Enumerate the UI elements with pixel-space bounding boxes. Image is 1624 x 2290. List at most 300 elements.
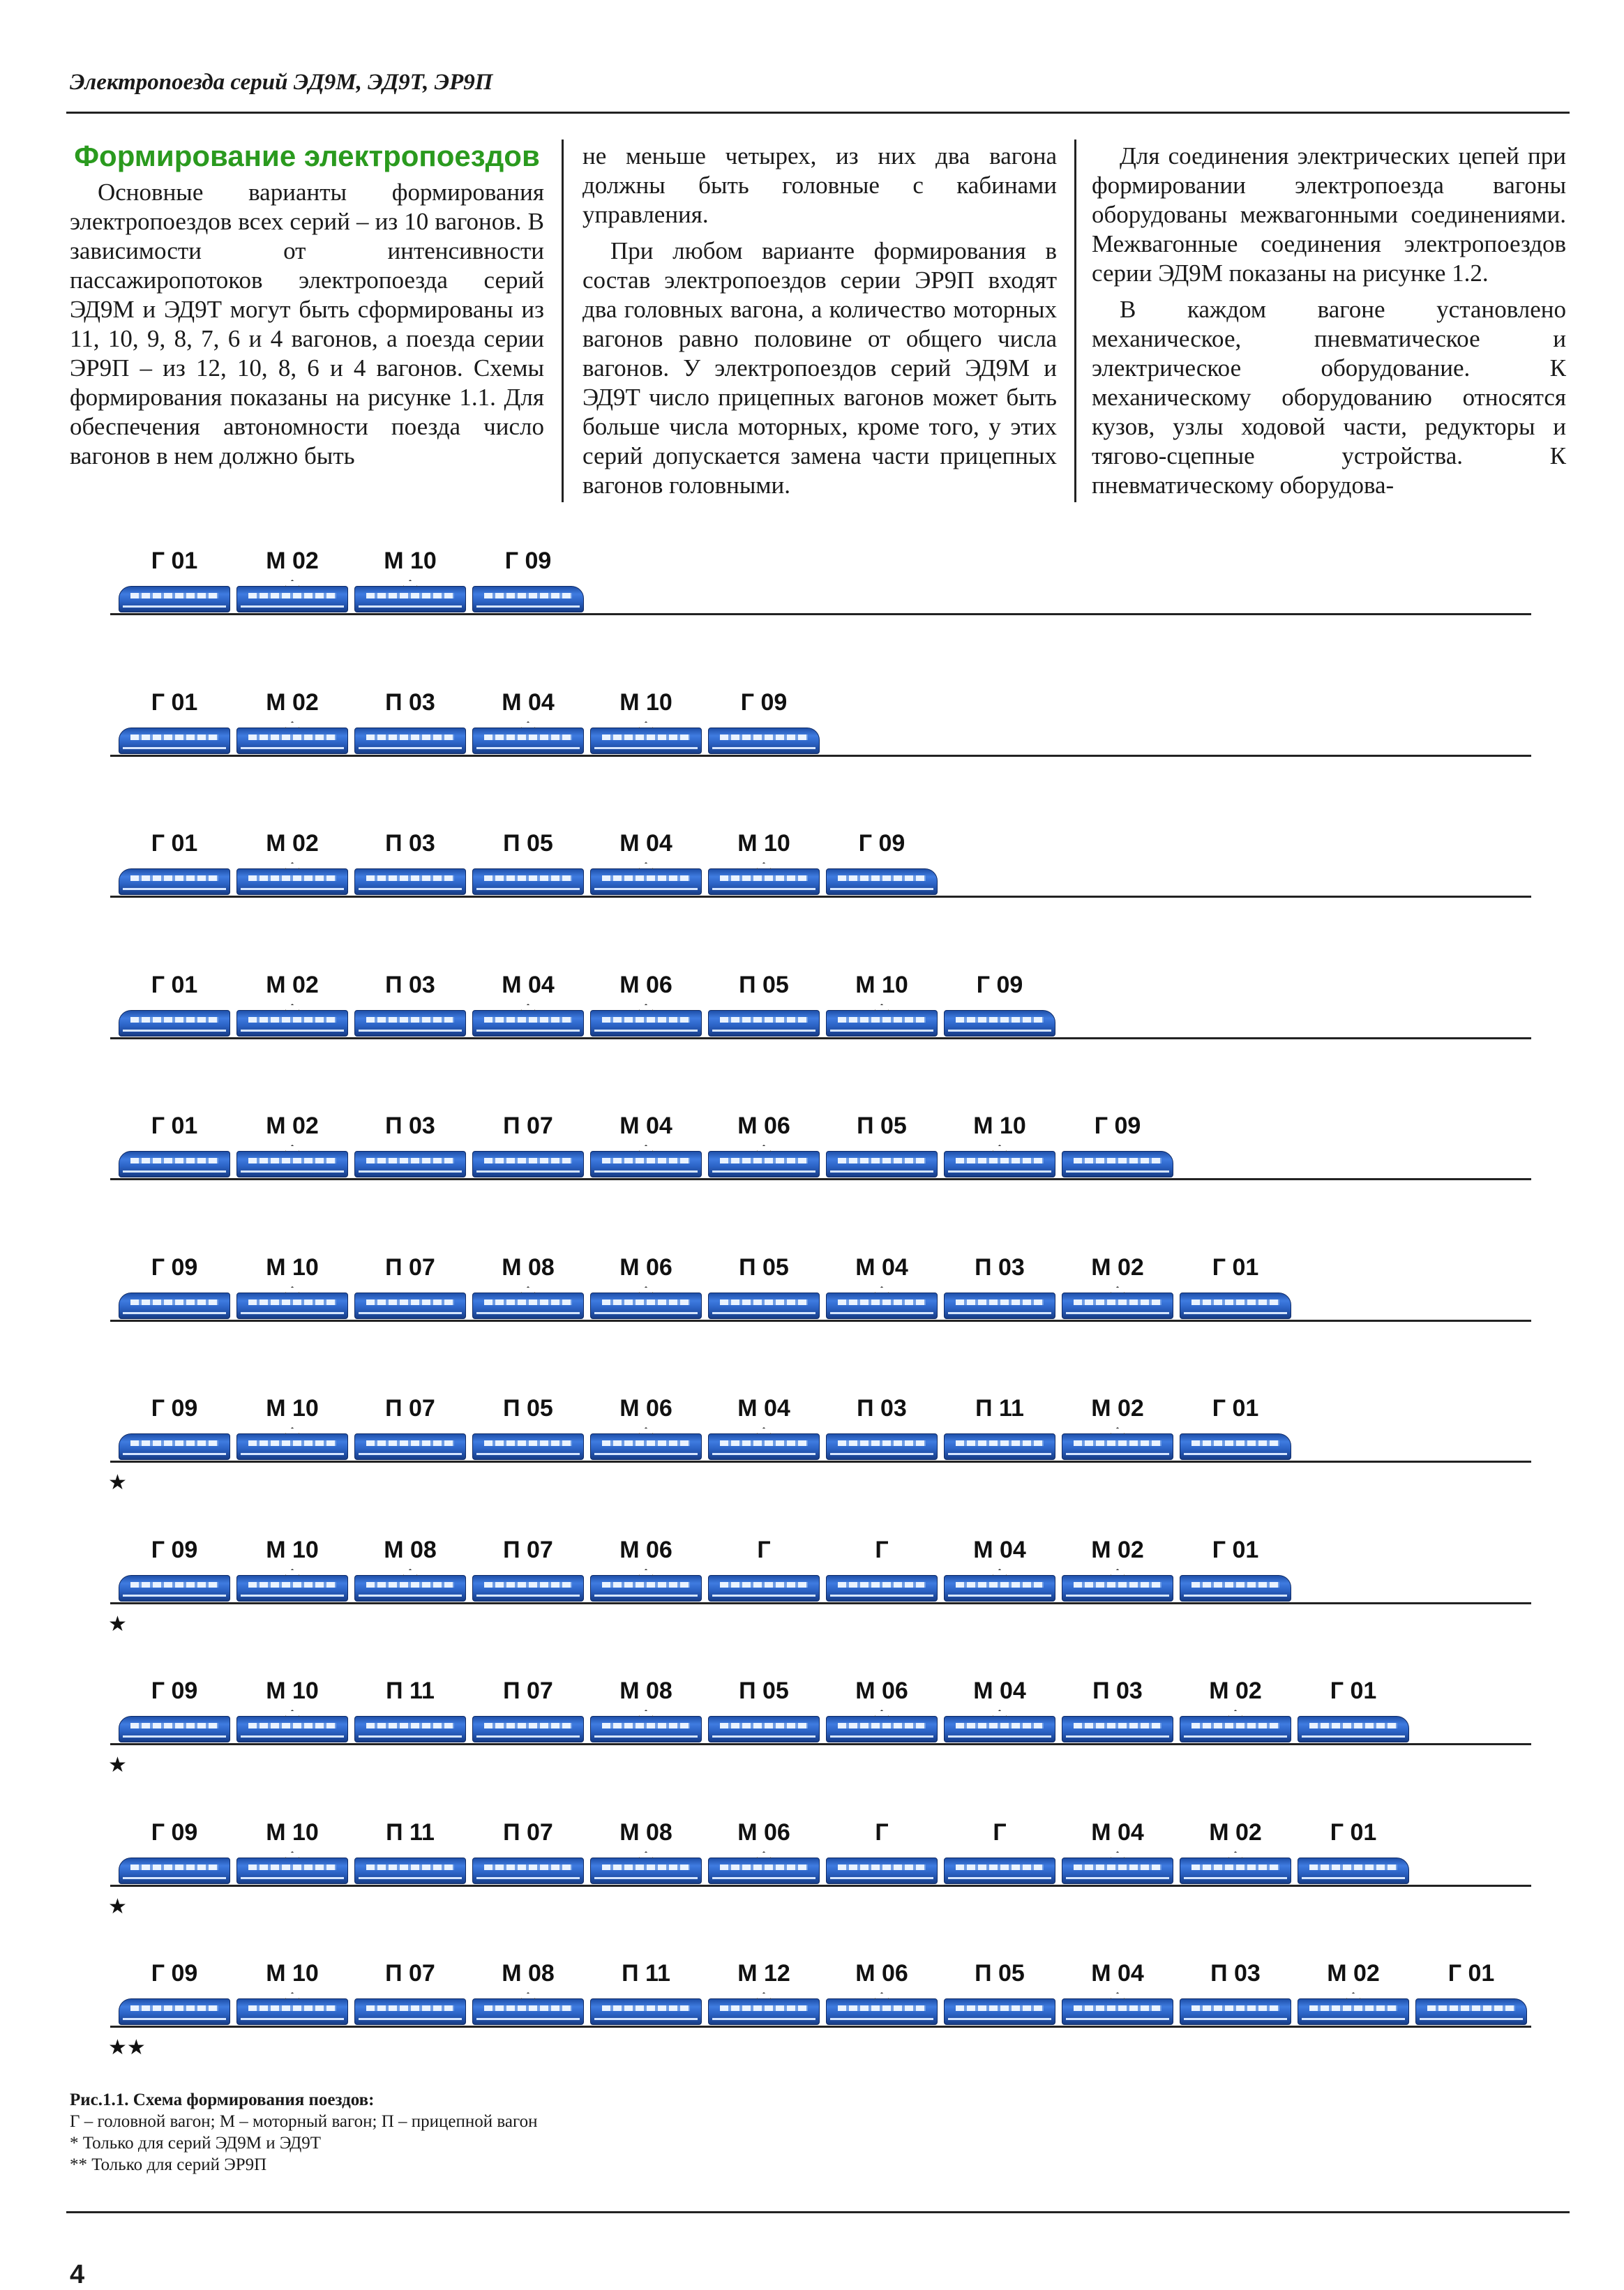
formation-row [0,830,1624,971]
electric-train-car-icon [1062,1858,1173,1884]
car-label: Г [757,1537,771,1563]
pantograph-icon [285,1851,300,1858]
car-label: М 06 [619,1537,672,1563]
car-windows [956,1865,1044,1870]
car-windows [484,875,572,881]
car-label: М 06 [855,1960,908,1987]
electric-train-car-icon [944,1716,1055,1742]
car-stripe [241,1030,345,1032]
car-label: Г [993,1819,1007,1846]
caption-legend: Г – головной вагон; М – моторный вагон; П – прицепной вагон [70,2112,538,2131]
car-windows [720,1723,808,1728]
formation-row [0,689,1624,830]
rail-line [110,613,1531,615]
running-header: Электропоезда серий ЭД9М, ЭД9Т, ЭР9П [70,70,493,95]
car-label: М 06 [619,1254,672,1281]
car-windows [248,2005,336,2011]
electric-train-car-icon [354,1010,466,1037]
car-label: М 10 [266,1960,319,1987]
electric-train-car-icon [708,1575,820,1602]
car-label: М 02 [1327,1960,1380,1987]
pantograph-icon [756,1145,772,1152]
car-label: М 02 [266,548,319,574]
car-label: М 02 [1209,1819,1262,1846]
electric-train-car-icon [826,1433,938,1460]
electric-train-car-icon [354,1575,466,1602]
car-windows [130,1158,218,1163]
car-label: П 05 [503,1395,553,1422]
car-label: М 08 [619,1678,672,1704]
car-stripe [948,1595,1052,1597]
car-windows [602,875,690,881]
pantograph-icon [638,1710,654,1717]
car-stripe [948,1453,1052,1455]
pantograph-icon [285,721,300,728]
electric-train-car-icon [590,1998,702,2025]
electric-train-car-icon [1415,1998,1527,2025]
formation-row [0,1537,1624,1678]
electric-train-car-icon [472,1010,584,1037]
electric-train-car-icon [944,1293,1055,1319]
car-label: М 06 [737,1819,790,1846]
pantograph-icon [638,862,654,869]
pantograph-icon [1110,1851,1125,1858]
formation-row [0,1395,1624,1536]
electric-train-car-icon [119,868,230,895]
electric-train-car-icon [354,1293,466,1319]
electric-train-car-icon [708,1858,820,1884]
car-windows [248,1017,336,1023]
pantograph-icon [638,1004,654,1011]
car-stripe [476,1595,580,1597]
car-stripe [712,2018,816,2020]
car-stripe [1184,1877,1288,1879]
car-label: Г 01 [151,972,198,998]
car-stripe [1066,2018,1170,2020]
car-label: М 02 [266,689,319,716]
car-windows [956,1017,1044,1023]
car-windows [720,2005,808,2011]
pantograph-icon [1110,1427,1125,1434]
rail-line [110,1037,1531,1039]
car-label: М 08 [502,1254,555,1281]
electric-train-car-icon [1062,1433,1173,1460]
car-windows [838,1017,926,1023]
car-windows [720,875,808,881]
car-windows [1191,1582,1279,1588]
car-windows [838,2005,926,2011]
car-windows [838,1582,926,1588]
car-windows [838,875,926,881]
car-label: Г 01 [151,1113,198,1139]
formation-row [0,1678,1624,1818]
car-windows [720,1300,808,1305]
car-stripe [830,1312,934,1314]
car-windows [366,1723,454,1728]
car-stripe [476,888,580,890]
car-windows [130,1723,218,1728]
pantograph-icon [638,1851,654,1858]
car-stripe [241,1312,345,1314]
car-stripe [712,1030,816,1032]
electric-train-car-icon [708,1010,820,1037]
pantograph-icon [520,1286,536,1293]
electric-train-car-icon [1062,1998,1173,2025]
car-stripe [241,1877,345,1879]
car-windows [720,1158,808,1163]
car-windows [720,1865,808,1870]
electric-train-car-icon [472,868,584,895]
car-label: Г [875,1537,889,1563]
car-label: М 02 [1091,1537,1144,1563]
car-stripe [123,1877,227,1879]
car-stripe [594,1877,698,1879]
pantograph-icon [638,1569,654,1576]
car-stripe [476,1030,580,1032]
car-label: М 08 [619,1819,672,1846]
electric-train-car-icon [1180,1293,1291,1319]
car-label: П 03 [385,972,435,998]
pantograph-icon [1110,1286,1125,1293]
pantograph-icon [638,721,654,728]
electric-train-car-icon [119,1151,230,1177]
car-windows [248,1300,336,1305]
car-stripe [241,605,345,608]
electric-train-car-icon [1298,1998,1409,2025]
text-column-2 [582,142,1057,500]
electric-train-car-icon [1298,1858,1409,1884]
pantograph-icon [285,580,300,587]
pantograph-icon [638,1145,654,1152]
pantograph-icon [285,1145,300,1152]
electric-train-car-icon [236,1293,348,1319]
car-stripe [359,2018,463,2020]
car-windows [602,1017,690,1023]
page-number: 4 [70,2260,85,2289]
car-label: Г [875,1819,889,1846]
electric-train-car-icon [236,1433,348,1460]
car-windows [366,593,454,598]
electric-train-car-icon [590,1858,702,1884]
car-stripe [1184,2018,1288,2020]
car-label: П 07 [503,1819,553,1846]
car-label: П 03 [975,1254,1025,1281]
car-label: М 10 [737,830,790,857]
car-windows [1309,1723,1397,1728]
series-mark: ★ [108,1894,127,1919]
car-stripe [1302,2018,1406,2020]
car-label: М 12 [737,1960,790,1987]
electric-train-car-icon [826,1716,938,1742]
electric-train-car-icon [472,1575,584,1602]
car-label: Г 01 [151,689,198,716]
car-label: Г 01 [1330,1678,1377,1704]
electric-train-car-icon [354,728,466,754]
car-windows [838,1440,926,1446]
car-label: П 03 [385,689,435,716]
car-label: М 04 [619,1113,672,1139]
car-stripe [1184,1735,1288,1738]
electric-train-car-icon [354,1998,466,2025]
car-label: М 04 [502,972,555,998]
electric-train-car-icon [826,1293,938,1319]
car-stripe [1066,1170,1170,1173]
car-label: Г 09 [976,972,1023,998]
electric-train-car-icon [590,1293,702,1319]
car-stripe [476,1170,580,1173]
electric-train-car-icon [1062,1575,1173,1602]
car-windows [248,1440,336,1446]
car-stripe [948,1735,1052,1738]
car-windows [484,1582,572,1588]
electric-train-car-icon [472,1293,584,1319]
car-label: П 11 [622,1960,670,1987]
car-label: М 06 [619,972,672,998]
electric-train-car-icon [944,1858,1055,1884]
car-stripe [1302,1877,1406,1879]
electric-train-car-icon [354,1858,466,1884]
header-rule [66,112,1570,114]
series-mark: ★ [108,1470,127,1495]
car-windows [484,2005,572,2011]
car-label: Г 09 [858,830,905,857]
car-stripe [123,1030,227,1032]
car-windows [956,2005,1044,2011]
car-stripe [712,1312,816,1314]
car-stripe [1066,1735,1170,1738]
electric-train-car-icon [472,1716,584,1742]
figure-caption [70,2089,537,2176]
car-windows [366,875,454,881]
car-stripe [241,1453,345,1455]
car-stripe [123,1595,227,1597]
pantograph-icon [992,1710,1007,1717]
rail-line [110,1743,1531,1745]
car-windows [248,1723,336,1728]
electric-train-car-icon [236,586,348,612]
electric-train-car-icon [354,586,466,612]
car-label: П 03 [857,1395,907,1422]
pantograph-icon [638,1286,654,1293]
car-label: М 08 [384,1537,437,1563]
car-windows [130,2005,218,2011]
electric-train-car-icon [119,1433,230,1460]
car-windows [602,1440,690,1446]
car-stripe [241,747,345,749]
car-windows [130,1440,218,1446]
pantograph-icon [1228,1710,1243,1717]
car-label: П 03 [1092,1678,1143,1704]
electric-train-car-icon [590,1010,702,1037]
car-windows [1191,1300,1279,1305]
electric-train-car-icon [590,868,702,895]
car-label: П 07 [503,1537,553,1563]
electric-train-car-icon [354,1716,466,1742]
car-stripe [712,747,816,749]
car-stripe [123,888,227,890]
car-stripe [830,888,934,890]
rail-line [110,2026,1531,2028]
car-label: П 07 [385,1395,435,1422]
car-windows [956,1158,1044,1163]
car-windows [720,1582,808,1588]
electric-train-car-icon [1298,1716,1409,1742]
car-windows [484,593,572,598]
electric-train-car-icon [236,1010,348,1037]
car-label: М 06 [737,1113,790,1139]
pantograph-icon [403,580,418,587]
electric-train-car-icon [708,868,820,895]
pantograph-icon [285,1427,300,1434]
pantograph-icon [285,1992,300,1999]
car-label: М 02 [266,1113,319,1139]
car-label: Г 01 [1212,1254,1259,1281]
text-column-1 [70,142,544,471]
car-label: Г 09 [151,1819,198,1846]
car-windows [248,1582,336,1588]
car-windows [484,1158,572,1163]
car-stripe [712,888,816,890]
electric-train-car-icon [590,1151,702,1177]
electric-train-car-icon [1180,1998,1291,2025]
electric-train-car-icon [826,1010,938,1037]
car-windows [956,1300,1044,1305]
pantograph-icon [874,1004,889,1011]
electric-train-car-icon [826,1575,938,1602]
car-windows [130,1582,218,1588]
rail-line [110,755,1531,757]
electric-train-car-icon [708,1716,820,1742]
car-stripe [830,1877,934,1879]
car-label: П 07 [385,1254,435,1281]
car-windows [838,1723,926,1728]
car-label: П 07 [503,1113,553,1139]
car-windows [1191,2005,1279,2011]
electric-train-car-icon [119,1575,230,1602]
car-stripe [1184,1595,1288,1597]
car-label: М 10 [855,972,908,998]
pantograph-icon [285,1004,300,1011]
pantograph-icon [285,1569,300,1576]
car-windows [484,1300,572,1305]
car-windows [838,1865,926,1870]
section-title: Формирование электропоездов [74,140,540,172]
car-stripe [359,1453,463,1455]
car-windows [248,593,336,598]
car-windows [1191,1723,1279,1728]
car-stripe [594,2018,698,2020]
car-windows [1074,1582,1161,1588]
formation-row [0,1960,1624,2101]
car-label: М 02 [1091,1395,1144,1422]
electric-train-car-icon [472,586,584,612]
car-label: М 04 [619,830,672,857]
car-label: П 05 [975,1960,1025,1987]
car-windows [130,593,218,598]
pantograph-icon [1346,1992,1361,1999]
car-label: Г 01 [151,830,198,857]
pantograph-icon [874,1992,889,1999]
pantograph-icon [992,1569,1007,1576]
rail-line [110,1885,1531,1887]
car-stripe [359,1030,463,1032]
car-label: П 03 [385,830,435,857]
car-label: Г 09 [740,689,788,716]
car-label: П 11 [386,1678,435,1704]
car-label: Г 09 [504,548,552,574]
car-stripe [476,2018,580,2020]
car-windows [366,1017,454,1023]
electric-train-car-icon [354,1151,466,1177]
car-stripe [241,1170,345,1173]
col3-paragraph: Для соединения электрических цепей при формировании электропоезда вагоны оборудованы межвагонными соединениями. Межвагонные соединения электропоездов серии ЭД9М показаны на рисунке 1.2. [1092,142,1566,287]
car-stripe [712,1735,816,1738]
pantograph-icon [874,1710,889,1717]
car-label: П 07 [503,1678,553,1704]
car-windows [1191,1865,1279,1870]
car-label: Г 01 [151,548,198,574]
car-stripe [359,1595,463,1597]
car-stripe [948,1030,1052,1032]
car-label: Г 09 [1094,1113,1141,1139]
car-label: М 04 [502,689,555,716]
col3-paragraph: В каждом вагоне установлено механическое, пневматическое и электрическое оборудование. К механическому оборудованию относятся кузов, узлы ходовой части, редукторы и тягово-сцепные устройства. К пневматическому оборудова- [1092,296,1566,499]
car-stripe [1184,1453,1288,1455]
car-windows [1427,2005,1515,2011]
electric-train-car-icon [236,1998,348,2025]
car-windows [720,735,808,740]
pantograph-icon [520,721,536,728]
car-stripe [476,1735,580,1738]
car-windows [484,1865,572,1870]
car-label: М 10 [973,1113,1026,1139]
car-windows [1074,1865,1161,1870]
car-stripe [712,1453,816,1455]
car-stripe [830,1030,934,1032]
formation-row [0,972,1624,1113]
caption-title: Рис.1.1. Схема формирования поездов: [70,2091,375,2109]
pantograph-icon [756,862,772,869]
electric-train-car-icon [1180,1575,1291,1602]
car-stripe [359,1735,463,1738]
car-windows [130,1865,218,1870]
formation-row [0,1819,1624,1960]
electric-train-car-icon [944,1575,1055,1602]
car-windows [248,1158,336,1163]
car-label: М 02 [266,972,319,998]
car-label: П 07 [385,1960,435,1987]
formation-row [0,1254,1624,1395]
col2-paragraph: При любом варианте формирования в состав электропоездов серии ЭР9П входят два головных вагона, а количество моторных вагонов равно половине от общего числа вагонов. У электропоездов серий ЭД9М и ЭД9Т число прицепных вагонов может быть больше числа моторных, кроме того, у этих серий допускается замена части прицепных вагонов головными. [582,237,1057,499]
car-windows [838,1300,926,1305]
electric-train-car-icon [119,1716,230,1742]
col1-paragraph: Основные варианты формирования электропоездов всех серий – из 10 вагонов. В зависимости от интенсивности пассажиропотоков электропоезда серий ЭД9М и ЭД9Т могут быть сформированы из 11, 10, 9, 8, 7, 6 и 4 вагонов, а поезда серии ЭР9П – из 12, 10, 8, 6 и 4 вагонов. Схемы формирования показаны на рисунке 1.1. Для обеспечения автономности поезда число вагонов в нем должно быть [70,179,544,469]
pantograph-icon [638,1427,654,1434]
electric-train-car-icon [472,1151,584,1177]
text-column-3 [1092,142,1566,500]
car-windows [366,1865,454,1870]
electric-train-car-icon [119,586,230,612]
car-label: Г 01 [1212,1395,1259,1422]
car-windows [484,1440,572,1446]
car-stripe [123,1453,227,1455]
car-stripe [359,605,463,608]
car-label: М 10 [619,689,672,716]
electric-train-car-icon [1180,1858,1291,1884]
rail-line [110,1602,1531,1604]
car-label: М 04 [737,1395,790,1422]
pantograph-icon [520,1992,536,1999]
